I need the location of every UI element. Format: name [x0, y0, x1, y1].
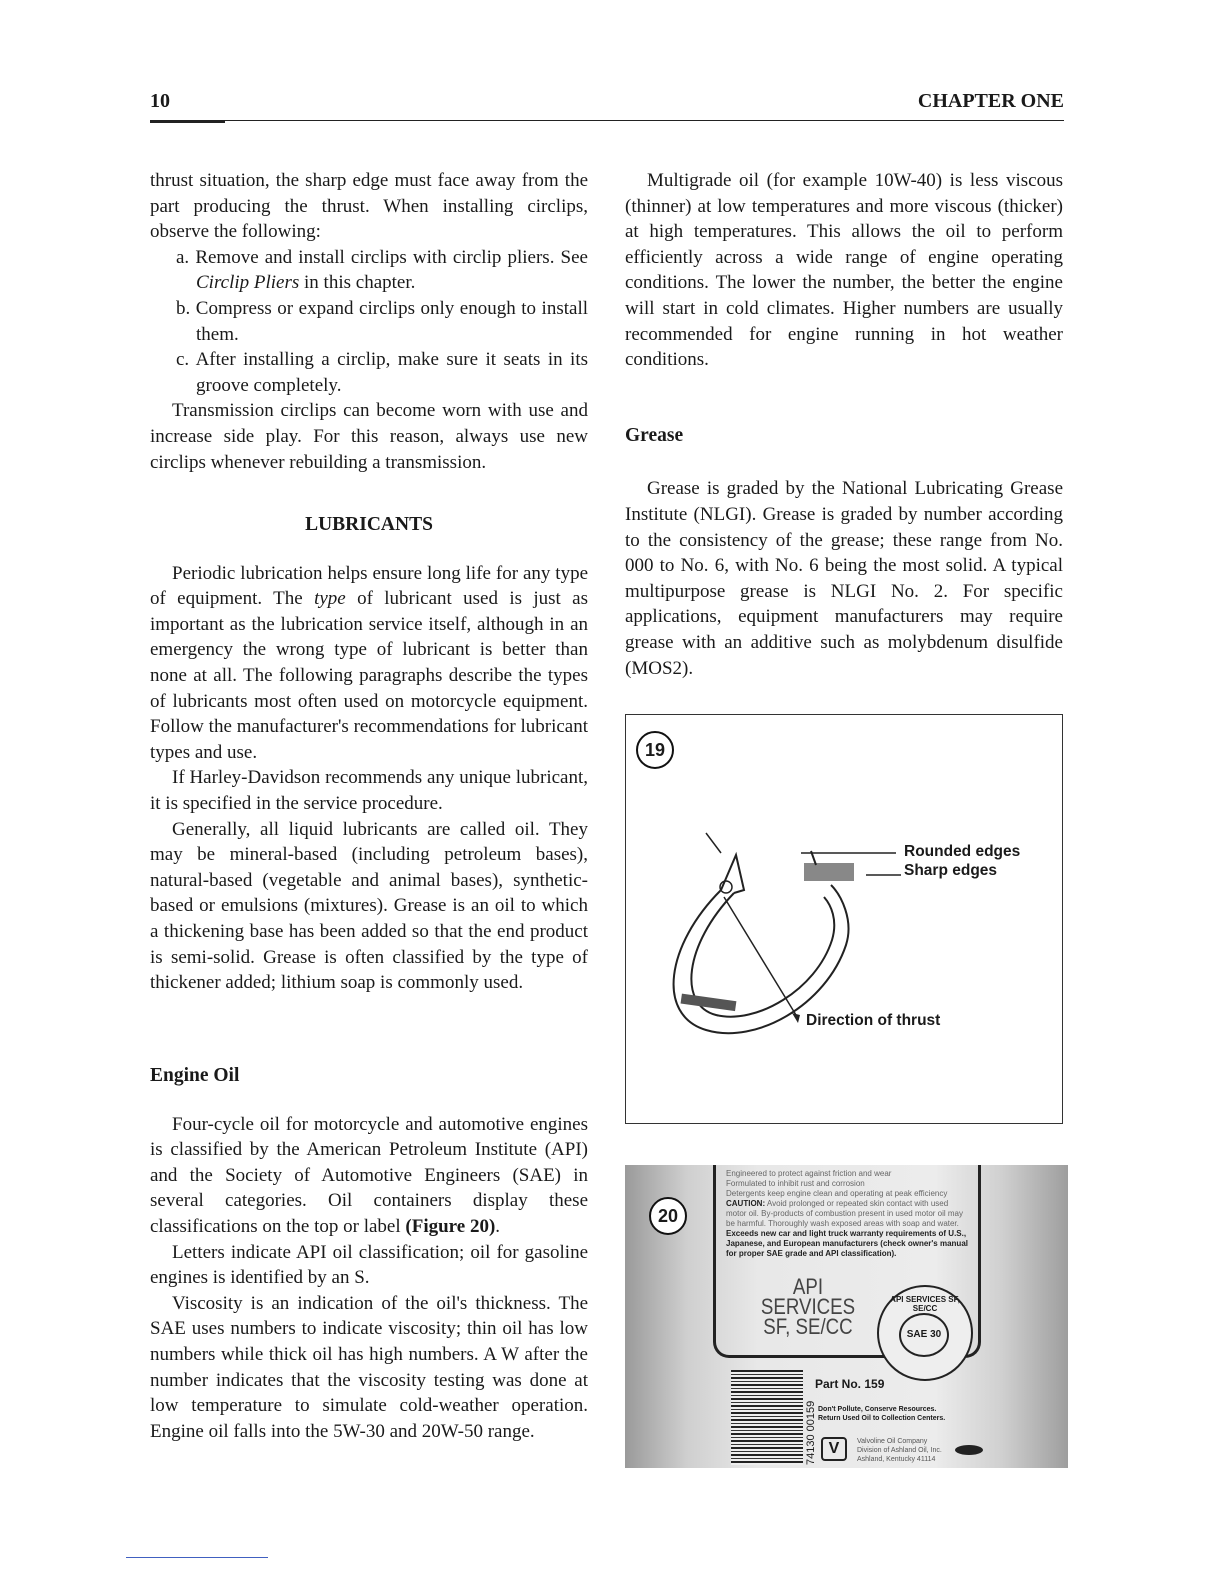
- lubricants-section: [150, 512, 588, 996]
- paragraph: Four-cycle oil for motorcycle and automotive engines is classified by the American Petroleum Institute (API) and the Society of Automotive Engineers (SAE) in several categories. Oil containers display these classifications on the top or label (Figure 20).: [150, 1113, 588, 1237]
- subsection-heading: Grease: [625, 424, 684, 446]
- paragraph: Viscosity is an indication of the oil's thickness. The SAE uses numbers to indicate viscosity; thin oil has low numbers while thick oil has high numbers. A W after the number indicates that the viscosity testing was done at low temperature to simulate cold-weather operation. Engine oil falls into the 5W-30 and 20W-50 range.: [150, 1292, 588, 1442]
- left-column-top: [150, 168, 588, 475]
- section-heading: LUBRICANTS: [305, 514, 433, 535]
- paragraph: Periodic lubrication helps ensure long life for any type of equipment. The type of lubricant used is just as important as the lubrication service itself, although in an emergency the wrong type of lubricant is better than none at all. The following paragraphs describe the types of lubricants most often used on motorcycle equipment. Follow the manufacturer's recommendations for lubricant types and use.: [150, 562, 589, 763]
- figure-20-oil-label-photo: [625, 1165, 1068, 1468]
- subsection-heading: Engine Oil: [150, 1065, 240, 1086]
- label-sharp-edges: Sharp edges: [904, 862, 998, 879]
- barcode-number: 74130 00159: [805, 1400, 817, 1465]
- header-rule: [150, 121, 225, 123]
- figure-19: [625, 714, 1063, 1124]
- paragraph: Letters indicate API oil classification; oil for gasoline engines is identified by an S.: [150, 1241, 588, 1289]
- page-number: 10: [150, 90, 170, 112]
- paragraph: Transmission circlips can become worn with use and increase side play. For this reason, always use new circlips whenever rebuilding a transmission.: [150, 400, 588, 473]
- list-item: c. After installing a circlip, make sure it seats in its groove completely.: [176, 349, 589, 396]
- list-item: a. Remove and install circlips with circlip pliers. See Circlip Pliers in this chapter.: [176, 246, 588, 294]
- ashland-logo: [955, 1445, 983, 1455]
- engine-oil-section: [150, 1063, 588, 1444]
- label-direction-of-thrust: Direction of thrust: [806, 1012, 941, 1029]
- label-fine-print: Engineered to protect against friction and wear Formulated to inhibit rust and corrosion Detergents keep engine clean and operating at peak efficiency CAUTION: Avoid prolonged or repeated skin contact with used motor oil. By-products of combustion present in used motor oil may be harmful. Thoroughly wash exposed areas with soap and water. Exceeds new car and light truck warranty requirements of U.S., Japanese, and European manufacturers (check owner's manual for proper SAE grade and API classification).: [726, 1169, 968, 1258]
- paragraph: Grease is graded by the National Lubricating Grease Institute (NLGI). Grease is graded by number according to the consistency of the grease; these range from No. 000 to No. 6, with No. 6 being the most solid. A typical multipurpose grease is NLGI No. 2. For specific applications, equipment manufacturers may require grease with an additive such as molybdenum disulfide (MOS2).: [625, 478, 1063, 679]
- part-number: Part No. 159: [815, 1377, 885, 1391]
- page-header: [150, 90, 1064, 121]
- list-item: b. Compress or expand circlips only enough to install them.: [176, 297, 588, 345]
- company-address: Valvoline Oil Company Division of Ashland Oil, Inc. Ashland, Kentucky 41114: [857, 1438, 942, 1463]
- paragraph: thrust situation, the sharp edge must face away from the part producing the thrust. When installing circlips, observe the following:: [150, 170, 588, 243]
- figure-number: 19: [636, 731, 674, 769]
- barcode: [731, 1370, 803, 1465]
- valvoline-logo: V: [821, 1437, 847, 1461]
- paragraph: Generally, all liquid lubricants are called oil. They may be mineral-based (including petroleum bases), natural-based (vegetable and animal bases), synthetic-based or emulsions (mixtures). Grease is an oil to which a thickening base has been added so that the end product is semi-solid. Grease is often classified by the type of thickener added; lithium soap is commonly used.: [150, 818, 588, 994]
- figure-number: 20: [649, 1197, 687, 1235]
- footer-rule: [126, 1557, 268, 1558]
- chapter-title: CHAPTER ONE: [917, 90, 1064, 112]
- recycle-notice: Don't Pollute, Conserve Resources. Return Used Oil to Collection Centers.: [818, 1406, 946, 1422]
- label-rounded-edges: Rounded edges: [904, 843, 1021, 860]
- paragraph: Multigrade oil (for example 10W-40) is less viscous (thinner) at low temperatures and more viscous (thicker) at high temperatures. This allows the oil to perform efficiently across a wide range of engine operating conditions. The lower the number, the better the engine will start in cold climates. Higher numbers are usually recommended for engine running in hot weather conditions.: [625, 170, 1063, 371]
- right-column: [625, 168, 1063, 681]
- api-services-text: API SERVICES SF, SE/CC: [760, 1274, 856, 1339]
- circlip-illustration: [626, 715, 1064, 1125]
- api-seal: API SERVICES SF, SE/CC SAE 30: [877, 1285, 973, 1381]
- paragraph: If Harley-Davidson recommends any unique lubricant, it is specified in the service procedure.: [150, 767, 588, 814]
